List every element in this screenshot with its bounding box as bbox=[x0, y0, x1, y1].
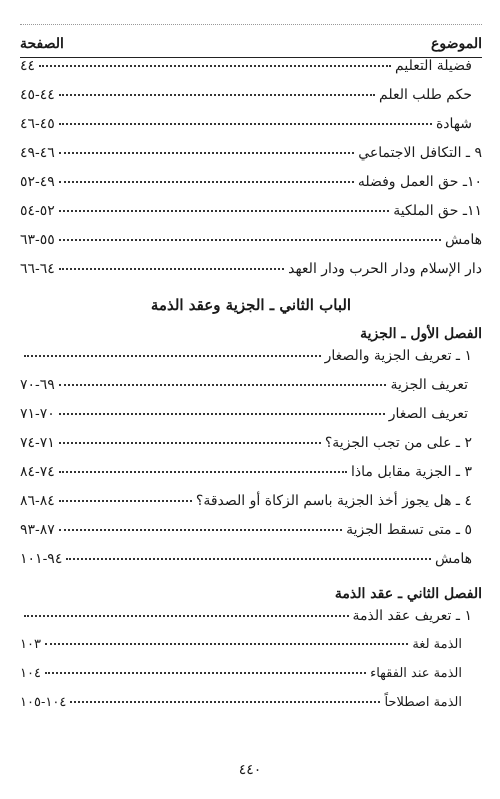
toc-entry-title: دار الإسلام ودار الحرب ودار العهد bbox=[288, 261, 482, 277]
toc-entry[interactable] bbox=[20, 608, 482, 637]
toc-entry-title: ٢ ـ على من تجب الجزية؟ bbox=[324, 435, 472, 451]
toc-header bbox=[20, 30, 482, 58]
toc-entry[interactable] bbox=[20, 493, 482, 522]
toc-entry-page: ٤٥-٤٦ bbox=[20, 116, 55, 132]
topic-column-heading: الموضوع bbox=[431, 36, 482, 52]
toc-entry[interactable] bbox=[20, 232, 482, 261]
toc-entry-page: ٨٧-٩٣ bbox=[20, 522, 55, 538]
toc-entry-page: ٤٩-٥٢ bbox=[20, 174, 55, 190]
dot-leader bbox=[59, 152, 354, 154]
toc-entry-title: ٤ ـ هل يجوز أخذ الجزية باسم الزكاة أو الصدقة؟ bbox=[195, 493, 472, 509]
toc-entry[interactable] bbox=[20, 406, 482, 435]
toc-entry-page: ٨٤-٨٦ bbox=[20, 493, 55, 509]
dot-leader bbox=[24, 355, 321, 357]
toc-entry[interactable] bbox=[20, 58, 482, 87]
toc-entry[interactable] bbox=[20, 145, 482, 174]
dot-leader bbox=[66, 558, 431, 560]
toc-entry-page: ١٠٣ bbox=[20, 637, 41, 652]
dot-leader bbox=[70, 701, 380, 703]
toc-entry[interactable] bbox=[20, 435, 482, 464]
toc-list bbox=[20, 58, 482, 724]
dot-leader bbox=[59, 268, 284, 270]
toc-entry-page: ٤٦-٤٩ bbox=[20, 145, 55, 161]
toc-entry-title: ٣ ـ الجزية مقابل ماذا bbox=[351, 464, 472, 480]
toc-entry-title: ١١ـ حق الملكية bbox=[393, 203, 482, 219]
toc-entry[interactable] bbox=[20, 87, 482, 116]
toc-entry-page: ٧١-٧٤ bbox=[20, 435, 55, 451]
toc-entry[interactable] bbox=[20, 637, 482, 666]
toc-entry-page: ٧٠-٧١ bbox=[20, 406, 55, 422]
toc-entry-title: هامش bbox=[435, 551, 472, 567]
dot-leader bbox=[59, 123, 432, 125]
section-heading: الفصل الأول ـ الجزية bbox=[360, 326, 482, 342]
toc-entry-title: ٩ ـ التكافل الاجتماعي bbox=[358, 145, 482, 161]
toc-entry[interactable] bbox=[20, 174, 482, 203]
page-column-heading: الصفحة bbox=[20, 36, 64, 52]
dot-leader bbox=[59, 181, 354, 183]
dot-leader bbox=[45, 643, 408, 645]
toc-entry-page: ٤٤ bbox=[20, 58, 36, 74]
dot-leader bbox=[39, 65, 391, 67]
toc-entry[interactable] bbox=[20, 203, 482, 232]
dot-leader bbox=[24, 615, 349, 617]
dot-leader bbox=[59, 239, 441, 241]
top-rule bbox=[20, 24, 482, 25]
toc-entry-title: تعريف الجزية bbox=[390, 377, 468, 393]
dot-leader bbox=[59, 500, 192, 502]
chapter-heading: الباب الثاني ـ الجزية وعقد الذمة bbox=[150, 296, 352, 314]
toc-entry-page: ١٠٤-١٠٥ bbox=[20, 695, 67, 710]
toc-entry-title: حكم طلب العلم bbox=[379, 87, 472, 103]
toc-entry[interactable] bbox=[20, 116, 482, 145]
toc-entry-title: ١٠ـ حق العمل وفضله bbox=[357, 174, 482, 190]
dot-leader bbox=[59, 210, 389, 212]
toc-entry-page: ٤٤-٤٥ bbox=[20, 87, 55, 103]
toc-page bbox=[20, 30, 482, 724]
toc-entry[interactable] bbox=[20, 666, 482, 695]
toc-entry[interactable] bbox=[20, 348, 482, 377]
toc-entry[interactable] bbox=[20, 522, 482, 551]
toc-entry-page: ٦٤-٦٦ bbox=[20, 261, 55, 277]
toc-entry-page: ٩٤-١٠١ bbox=[20, 551, 63, 567]
dot-leader bbox=[59, 94, 375, 96]
toc-entry-title: الذمة لغة bbox=[412, 637, 462, 652]
toc-entry-title: ١ ـ تعريف الجزية والصغار bbox=[324, 348, 472, 364]
toc-entry-page: ٧٤-٨٤ bbox=[20, 464, 55, 480]
toc-entry-title: هامش bbox=[445, 232, 482, 248]
toc-entry[interactable] bbox=[20, 551, 482, 580]
dot-leader bbox=[45, 672, 366, 674]
toc-entry[interactable] bbox=[20, 464, 482, 493]
toc-entry-title: ١ ـ تعريف عقد الذمة bbox=[352, 608, 472, 624]
toc-entry[interactable] bbox=[20, 261, 482, 290]
toc-entry-title: الذمة اصطلاحاً bbox=[384, 695, 462, 710]
toc-entry[interactable] bbox=[20, 377, 482, 406]
toc-entry-page: ٥٢-٥٤ bbox=[20, 203, 55, 219]
dot-leader bbox=[59, 471, 347, 473]
toc-entry-title: الذمة عند الفقهاء bbox=[370, 666, 462, 681]
toc-entry[interactable] bbox=[20, 695, 482, 724]
dot-leader bbox=[59, 529, 342, 531]
toc-entry-title: شهادة bbox=[435, 116, 472, 132]
dot-leader bbox=[59, 442, 321, 444]
toc-entry-title: فضيلة التعليم bbox=[395, 58, 472, 74]
toc-entry-page: ١٠٤ bbox=[20, 666, 41, 681]
toc-entry-page: ٦٩-٧٠ bbox=[20, 377, 55, 393]
dot-leader bbox=[59, 413, 385, 415]
page-number: ٤٤٠ bbox=[238, 762, 262, 778]
toc-entry-title: ٥ ـ متى تسقط الجزية bbox=[346, 522, 472, 538]
section-heading: الفصل الثاني ـ عقد الذمة bbox=[334, 586, 482, 602]
toc-entry-page: ٥٥-٦٣ bbox=[20, 232, 55, 248]
dot-leader bbox=[59, 384, 387, 386]
toc-entry-title: تعريف الصغار bbox=[388, 406, 468, 422]
